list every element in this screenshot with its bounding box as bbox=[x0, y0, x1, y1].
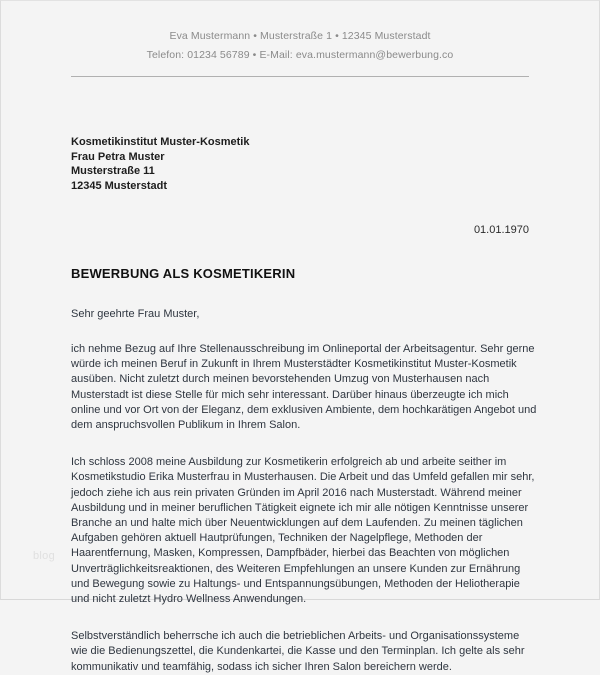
recipient-city: 12345 Musterstadt bbox=[71, 179, 167, 192]
letter-date: 01.01.1970 bbox=[473, 224, 529, 236]
letterhead-divider bbox=[71, 76, 529, 77]
letter-subject: BEWERBUNG ALS KOSMETIKERIN bbox=[71, 266, 296, 281]
letter-paragraph: Ich schloss 2008 meine Ausbildung zur Kosmetikerin erfolgreich ab und arbeite seither im Kosmetikstudio Erika Musterfrau in Musterhausen. Die Arbeit und das Umfeld gefallen mir sehr, jedoch ziehe ich aus rein privaten Gründen im April 2016 nach Musterstadt. Während meiner Ausbildung und in meiner beruflichen Tätigkeit eignete ich mir alle nötigen Kenntnisse unserer Branche an und halte mich über Neuentwicklungen auf dem Laufenden. Zu meinen täglichen Aufgaben gehören aktuell Hautprüfungen, Techniken der Nagelpflege, Methoden der Haarentfernung, Masken, Kompressen, Dampfbäder, hierbei das Beachten von möglichen Unverträglichkeitsreaktionen, des Weiteren Empfehlungen an unsere Kunden zur Ernährung und Bewegung sowie zu Haltungs- und Entspannungsübungen, Methoden der Heliotherapie und nicht zuletzt Hydro Wellness Anwendungen. bbox=[71, 456, 535, 606]
recipient-address-block bbox=[71, 135, 537, 193]
letterhead bbox=[1, 1, 599, 65]
recipient-person: Frau Petra Muster bbox=[71, 150, 165, 163]
letterhead-contact-line: Telefon: 01234 56789 • E-Mail: eva.mustermann@bewerbung.co bbox=[146, 49, 454, 61]
letter-content bbox=[1, 135, 599, 675]
recipient-company: Kosmetikinstitut Muster-Kosmetik bbox=[71, 136, 250, 148]
recipient-street: Musterstraße 11 bbox=[71, 165, 155, 177]
letter-paragraph: Selbstverständlich beherrsche ich auch die betrieblichen Arbeits- und Organisationssysteme wie die Bedienungszettel, die Kundenkartei, die Kasse und den Terminplan. Ich gelte als sehr kommunikativ und teamfähig, sodass ich sicher Ihren Salon bereichern werde. bbox=[71, 630, 525, 673]
letterhead-address-line: Eva Mustermann • Musterstraße 1 • 12345 Musterstadt bbox=[169, 30, 431, 42]
letter-salutation: Sehr geehrte Frau Muster, bbox=[71, 308, 200, 320]
letter-paragraph: ich nehme Bezug auf Ihre Stellenausschreibung im Onlineportal der Arbeitsagentur. Sehr gerne würde ich meinen Beruf in Zukunft in Ihrem Musterstädter Kosmetikinstitut Muster-Kosmetik ausüben. Nicht zuletzt durch meinen bevorstehenden Umzug von Musterhausen nach Musterstadt ist diese Stelle für mich sehr interessant. Darüber hinaus überzeugte ich mich online und vor Ort von der Eleganz, dem exklusiven Ambiente, dem hochkarätigen Angebot und dem anspruchsvollen Publikum in Ihrem Salon. bbox=[71, 343, 537, 432]
blog-watermark: blog bbox=[33, 550, 55, 562]
